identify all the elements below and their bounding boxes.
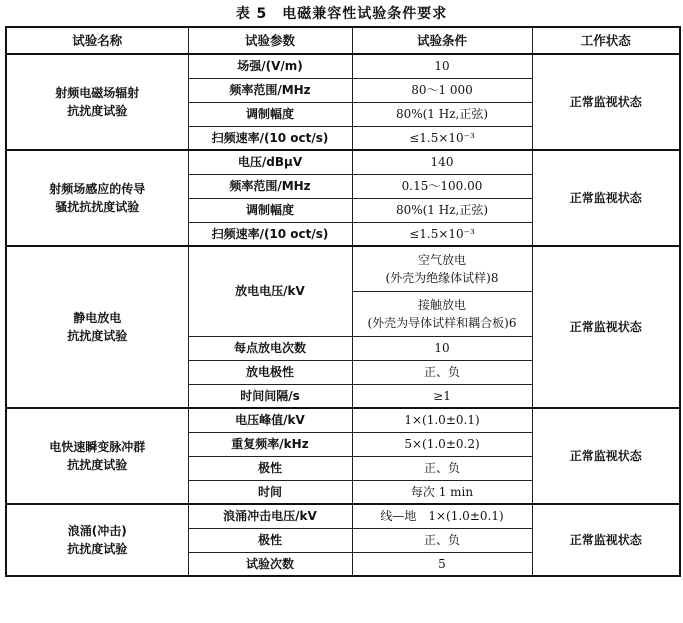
test-name-line: 抗扰度试验	[67, 542, 128, 556]
condition-cell: 0.15～100.00	[352, 174, 532, 198]
condition-cell: 5	[352, 552, 532, 576]
parameter-cell: 调制幅度	[188, 198, 352, 222]
condition-cell: ≥1	[352, 384, 532, 408]
condition-cell: 10	[352, 336, 532, 360]
working-state-cell: 正常监视状态	[532, 504, 680, 576]
working-state-cell: 正常监视状态	[532, 54, 680, 150]
parameter-cell: 时间间隔/s	[188, 384, 352, 408]
condition-cell: ≤1.5×10⁻³	[352, 222, 532, 246]
parameter-cell: 调制幅度	[188, 102, 352, 126]
parameter-cell: 极性	[188, 528, 352, 552]
condition-line: 空气放电	[417, 252, 466, 267]
table-row	[6, 504, 680, 528]
test-name-line: 骚扰抗扰度试验	[55, 200, 140, 214]
condition-line: (外壳为导体试样和耦合板)6	[367, 315, 517, 330]
emc-test-conditions-table	[5, 26, 681, 577]
condition-cell: 正、负	[352, 360, 532, 384]
condition-cell: 140	[352, 150, 532, 174]
condition-line: 接触放电	[417, 297, 466, 312]
condition-line: (外壳为绝缘体试样)8	[385, 270, 499, 285]
header-working-state: 工作状态	[532, 27, 680, 54]
table-caption: 表 5 电磁兼容性试验条件要求	[235, 6, 448, 22]
test-name-line: 静电放电	[73, 311, 122, 325]
condition-cell: 80～1 000	[352, 78, 532, 102]
parameter-cell: 场强/(V/m)	[188, 54, 352, 78]
working-state-cell: 正常监视状态	[532, 408, 680, 504]
parameter-cell: 频率范围/MHz	[188, 78, 352, 102]
test-name-line: 浪涌(冲击)	[67, 524, 127, 538]
test-name-line: 电快速瞬变脉冲群	[49, 440, 146, 454]
condition-cell: 正、负	[352, 528, 532, 552]
header-test-parameter: 试验参数	[188, 27, 352, 54]
table-row	[6, 54, 680, 78]
parameter-cell: 浪涌冲击电压/kV	[188, 504, 352, 528]
table-row	[6, 246, 680, 291]
condition-cell	[352, 246, 532, 291]
test-name-line: 射频电磁场辐射	[55, 86, 140, 100]
parameter-cell: 每点放电次数	[188, 336, 352, 360]
working-state-cell: 正常监视状态	[532, 150, 680, 246]
condition-cell: 80%(1 Hz,正弦)	[352, 198, 532, 222]
test-name-cell	[6, 150, 188, 246]
test-name-cell	[6, 246, 188, 408]
condition-cell: 80%(1 Hz,正弦)	[352, 102, 532, 126]
parameter-cell: 放电极性	[188, 360, 352, 384]
condition-cell: 每次 1 min	[352, 480, 532, 504]
condition-cell	[352, 291, 532, 336]
test-name-cell	[6, 54, 188, 150]
condition-cell: 5×(1.0±0.2)	[352, 432, 532, 456]
test-name-line: 抗扰度试验	[67, 104, 128, 118]
test-name-cell	[6, 504, 188, 576]
table-row	[6, 150, 680, 174]
header-test-condition: 试验条件	[352, 27, 532, 54]
parameter-cell: 极性	[188, 456, 352, 480]
test-name-line: 射频场感应的传导	[49, 182, 146, 196]
test-name-line: 抗扰度试验	[67, 458, 128, 472]
condition-cell: ≤1.5×10⁻³	[352, 126, 532, 150]
parameter-cell: 电压峰值/kV	[188, 408, 352, 432]
test-name-cell	[6, 408, 188, 504]
table-row	[6, 408, 680, 432]
parameter-cell: 扫频速率/(10 oct/s)	[188, 126, 352, 150]
parameter-cell: 重复频率/kHz	[188, 432, 352, 456]
condition-cell: 10	[352, 54, 532, 78]
test-name-line: 抗扰度试验	[67, 329, 128, 343]
parameter-cell: 电压/dBμV	[188, 150, 352, 174]
header-row	[6, 27, 680, 54]
parameter-cell: 扫频速率/(10 oct/s)	[188, 222, 352, 246]
condition-cell: 正、负	[352, 456, 532, 480]
working-state-cell: 正常监视状态	[532, 246, 680, 408]
condition-cell: 线—地 1×(1.0±0.1)	[352, 504, 532, 528]
header-test-name: 试验名称	[6, 27, 188, 54]
parameter-cell: 放电电压/kV	[188, 246, 352, 336]
parameter-cell: 时间	[188, 480, 352, 504]
parameter-cell: 试验次数	[188, 552, 352, 576]
condition-cell: 1×(1.0±0.1)	[352, 408, 532, 432]
parameter-cell: 频率范围/MHz	[188, 174, 352, 198]
